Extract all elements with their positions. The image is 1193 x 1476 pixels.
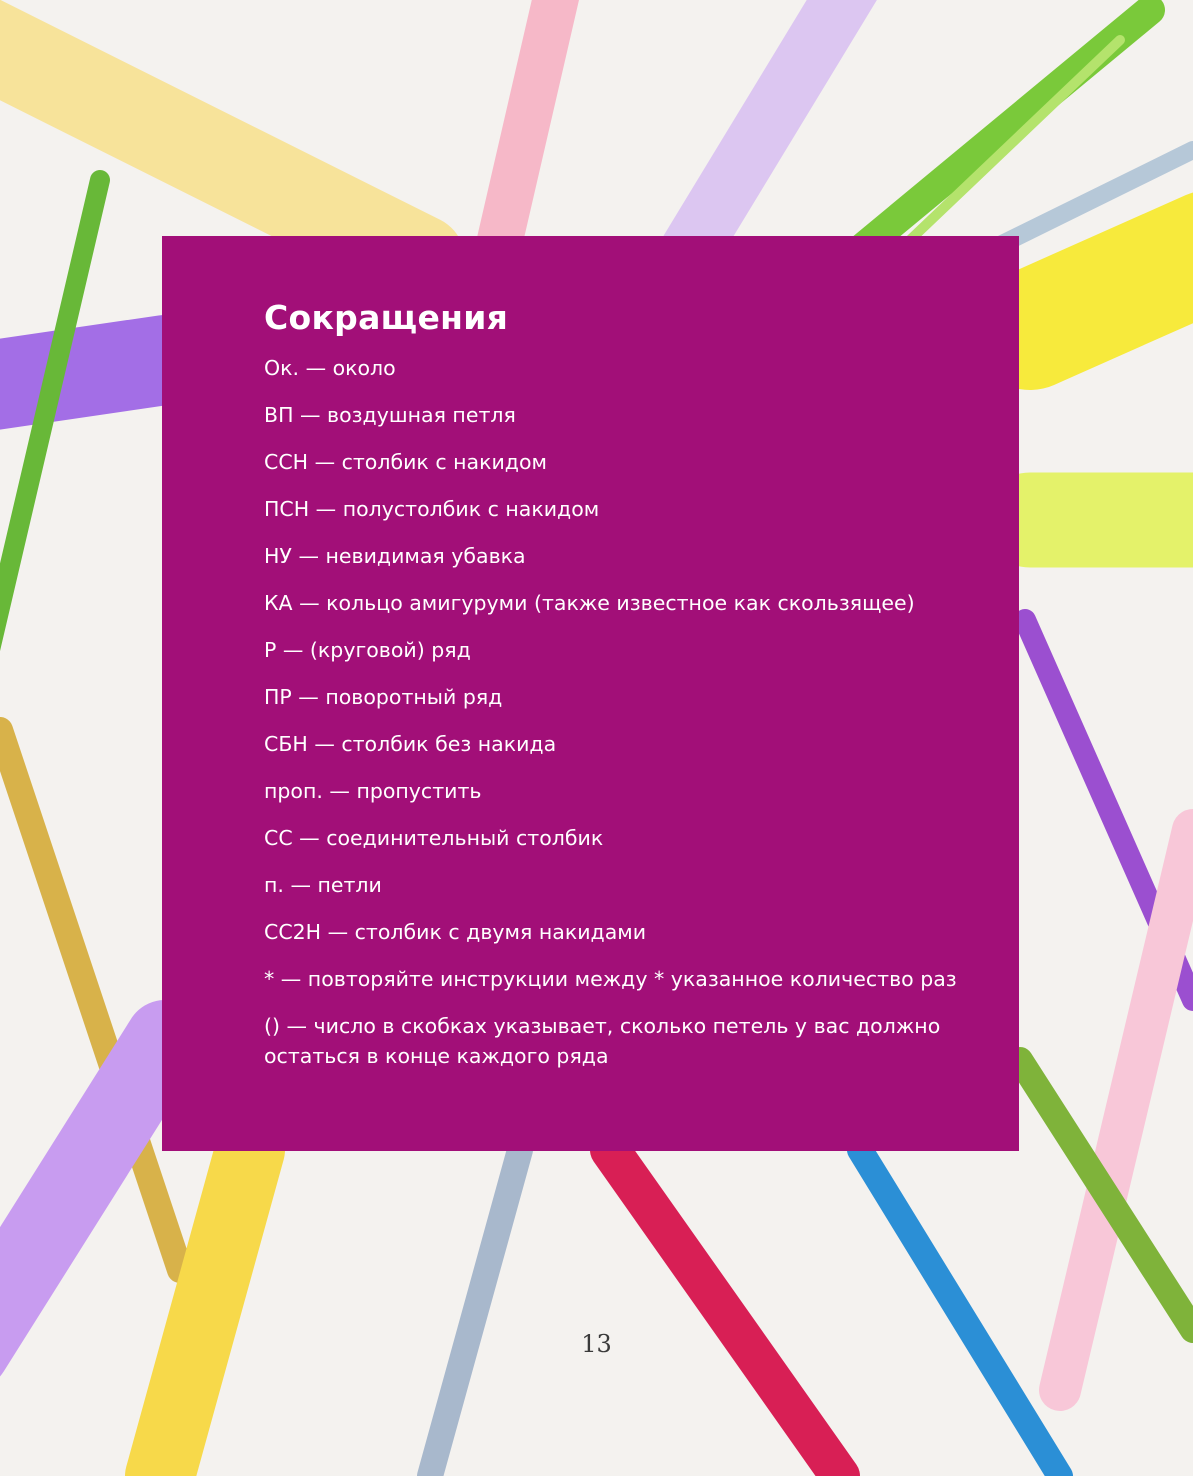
abbreviation-meaning: столбик без накида	[341, 732, 557, 756]
abbreviation-term: ПР	[264, 685, 292, 709]
abbreviation-meaning: петли	[317, 873, 382, 897]
separator: —	[291, 685, 326, 709]
abbreviation-meaning: поворотный ряд	[325, 685, 503, 709]
list-item	[264, 729, 959, 759]
abbreviation-meaning: соединительный столбик	[326, 826, 604, 850]
list-item	[264, 541, 959, 571]
abbreviation-meaning: пропустить	[356, 779, 482, 803]
abbreviation-term: *	[264, 967, 275, 991]
list-item	[264, 494, 959, 524]
abbreviation-term: проп.	[264, 779, 323, 803]
separator: —	[307, 732, 342, 756]
abbreviations-panel	[162, 236, 1019, 1151]
separator: —	[280, 1014, 314, 1038]
abbreviation-meaning: столбик с двумя накидами	[354, 920, 647, 944]
separator: —	[321, 920, 355, 944]
abbreviation-meaning: кольцо амигуруми (также известное как скользящее)	[326, 591, 915, 615]
abbreviation-meaning: (круговой) ряд	[309, 638, 471, 662]
abbreviation-term: ПСН	[264, 497, 310, 521]
abbreviation-term: ()	[264, 1014, 280, 1038]
page-number: 13	[581, 1330, 612, 1358]
abbreviation-meaning: невидимая убавка	[325, 544, 526, 568]
page-title: Сокращения	[264, 298, 509, 337]
separator: —	[292, 826, 327, 850]
separator: —	[322, 779, 357, 803]
abbreviation-term: п.	[264, 873, 284, 897]
abbreviation-term: ССН	[264, 450, 309, 474]
list-item	[264, 1011, 944, 1071]
list-item	[264, 823, 959, 853]
separator: —	[292, 591, 327, 615]
list-item	[264, 682, 959, 712]
list-item	[264, 588, 959, 618]
list-item	[264, 635, 959, 665]
list-item	[264, 353, 959, 383]
separator: —	[309, 497, 343, 521]
separator: —	[283, 873, 318, 897]
list-item	[264, 400, 959, 430]
list-item	[264, 870, 959, 900]
list-item	[264, 447, 959, 477]
abbreviation-meaning: столбик с накидом	[341, 450, 547, 474]
abbreviation-meaning: около	[332, 356, 396, 380]
abbreviation-term: СС	[264, 826, 293, 850]
abbreviation-term: ВП	[264, 403, 294, 427]
separator: —	[291, 544, 326, 568]
abbreviation-term: СС2Н	[264, 920, 322, 944]
list-item	[264, 776, 959, 806]
abbreviation-term: Р	[264, 638, 277, 662]
abbreviation-list	[264, 353, 959, 1071]
separator: —	[274, 967, 308, 991]
list-item	[264, 917, 959, 947]
abbreviation-term: СБН	[264, 732, 308, 756]
abbreviation-meaning: полустолбик с накидом	[342, 497, 600, 521]
separator: —	[308, 450, 342, 474]
abbreviation-meaning: воздушная петля	[327, 403, 516, 427]
abbreviation-term: КА	[264, 591, 293, 615]
abbreviation-term: Ок.	[264, 356, 300, 380]
separator: —	[276, 638, 310, 662]
list-item	[264, 964, 959, 994]
abbreviation-term: НУ	[264, 544, 292, 568]
abbreviation-meaning: число в скобках указывает, сколько петель у вас должно остаться в конце каждого ряда	[264, 1014, 941, 1068]
separator: —	[299, 356, 333, 380]
separator: —	[293, 403, 328, 427]
abbreviation-meaning: повторяйте инструкции между * указанное количество раз	[307, 967, 957, 991]
